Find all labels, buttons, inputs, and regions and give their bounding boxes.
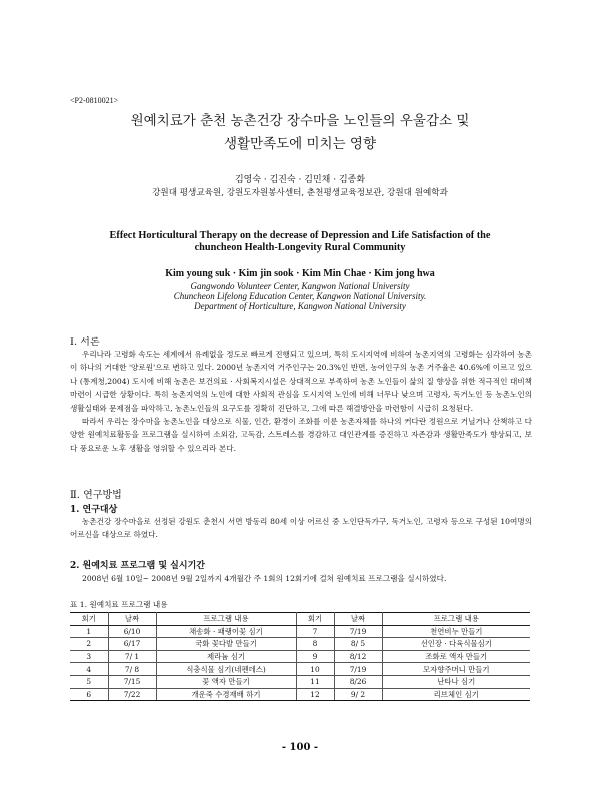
abstract-code: <P2-0810021> <box>70 96 119 105</box>
program-paragraph: 2008년 6월 10일~ 2008년 9월 2일까지 4개월간 주 1회의 12회기에 걸쳐 원예치료 프로그램을 실시하였다. <box>82 574 447 583</box>
table-row <box>70 625 530 638</box>
table-cell: 선인장 · 다육식물심기 <box>382 638 530 651</box>
table-cell: 9/ 2 <box>334 688 382 701</box>
section-heading-methods: Ⅱ. 연구방법 <box>70 490 122 501</box>
table-cell: 7/19 <box>334 663 382 676</box>
table-cell: 10 <box>296 663 334 676</box>
table-cell: 6/17 <box>108 638 156 651</box>
table-cell: 8/12 <box>334 650 382 663</box>
table-row <box>70 663 530 676</box>
table-cell: 제라늄 심기 <box>156 650 296 663</box>
table-caption: 표 1. 원예치료 프로그램 내용 <box>70 600 168 609</box>
header-session: 회기 <box>296 613 334 626</box>
subjects-paragraph: 농촌건강 장수마을로 선정된 강원도 춘천시 서면 방동리 80세 이상 어르신 중 노인단독가구, 독거노인, 고령자 등으로 구성된 10여명의 어르신을 대상으로 하였다. <box>70 517 532 540</box>
table-cell: 7/22 <box>108 688 156 701</box>
title-en <box>70 230 530 254</box>
affiliations-ko: 강원대 평생교육원, 강원도자원봉사센터, 춘천평생교육정보관, 강원대 원예학과 <box>152 188 448 198</box>
table-cell: 모자향주머니 만들기 <box>382 663 530 676</box>
authors-ko: 김영숙 · 김진숙 · 김민채 · 김종화 <box>234 175 366 185</box>
affiliation-en-3: Department of Horticulture, Kangwon National University <box>194 301 406 311</box>
table-cell: 8 <box>296 638 334 651</box>
section-heading-intro: Ⅰ. 서론 <box>70 337 100 348</box>
program-table <box>70 612 530 701</box>
table-row <box>70 638 530 651</box>
table-cell: 꽃 액자 만들기 <box>156 675 296 688</box>
table-cell: 7 <box>296 625 334 638</box>
table-cell: 난타나 심기 <box>382 675 530 688</box>
subsection-heading-subjects: 1. 연구대상 <box>70 505 118 515</box>
header-program: 프로그램 내용 <box>382 613 530 626</box>
header-program: 프로그램 내용 <box>156 613 296 626</box>
table-cell: 리브체인 심기 <box>382 688 530 701</box>
title-ko-line-1: 원예치료가 춘천 농촌건강 장수마을 노인들의 우울감소 및 <box>130 113 470 129</box>
affiliation-en-1: Gangwondo Volunteer Center, Kangwon National University <box>190 281 410 291</box>
table-cell: 천연비누 만들기 <box>382 625 530 638</box>
table-cell: 7/ 8 <box>108 663 156 676</box>
table-cell: 9 <box>296 650 334 663</box>
intro-paragraph-1: 우리나라 고령화 속도는 세계에서 유례없을 정도로 빠르게 진행되고 있으며, 특히 도시지역에 비하여 농촌지역의 고령화는 심각하여 농촌이 하나의 거대한 '양로원'으로 변하고 있다. 2000년 농촌지역 거주인구는 20.3%인 반면, 농어인구의 농촌 거주율은 40.6%에 이르고 있으나 (통계청,2004) 도시에 비해 농촌은 보건의료 · 사회복지시설은 상대적으로 부족하여 농촌 노인들이 삶의 질 향상을 위한 적극적인 대비책 마련이 시급한 상황이다. 특히 농촌지역의 노인에 대한 사회적 관심을 도시지역 노인에 비해 너무나 낮으며 고령자, 독거노인 등 농촌노인의 생활실태와 문제점을 파악하고, 농촌노인들의 요구도를 정확히 진단하고, 그에 따른 해결방안을 마련함이 시급히 요청된다. <box>70 350 532 413</box>
table-row <box>70 650 530 663</box>
header-date: 날짜 <box>334 613 382 626</box>
table-row <box>70 675 530 688</box>
title-ko-line-2: 생활만족도에 미치는 영향 <box>223 136 377 152</box>
program-text <box>70 572 532 585</box>
subjects-text <box>70 515 532 542</box>
header-date: 날짜 <box>108 613 156 626</box>
table-cell: 2 <box>70 638 108 651</box>
table-cell: 7/15 <box>108 675 156 688</box>
table-cell: 8/26 <box>334 675 382 688</box>
table-cell: 8/ 5 <box>334 638 382 651</box>
table-cell: 3 <box>70 650 108 663</box>
table-header-row <box>70 613 530 626</box>
affiliations-en <box>0 281 600 311</box>
title-en-line-1: Effect Horticultural Therapy on the decrease of Depression and Life Satisfaction of the <box>109 230 491 241</box>
table-cell: 7/19 <box>334 625 382 638</box>
table-row <box>70 688 530 701</box>
table-cell: 식충식물 심기(네펜데스) <box>156 663 296 676</box>
page-number: - 100 - <box>281 742 319 753</box>
table-cell: 6 <box>70 688 108 701</box>
intro-paragraph-2: 따라서 우리는 장수마을 농촌노인을 대상으로 식물, 인간, 환경이 조화를 이룬 농촌자체를 하나의 커다란 정원으로 거닐거나 산책하고 다양한 원예치료활동을 프로그램을 실시하여 소외감, 고독감, 스트레스를 경감하고 대인관계를 증진하고 자존감과 생활만족도가 향상되고, 보다 풍요로운 노후 생활을 영위할 수 있으리라 본다. <box>70 417 532 453</box>
table-cell: 6/10 <box>108 625 156 638</box>
table-cell: 11 <box>296 675 334 688</box>
table-cell: 조화로 액자 만들기 <box>382 650 530 663</box>
header-session: 회기 <box>70 613 108 626</box>
affiliation-en-2: Chuncheon Lifelong Education Center, Kangwon National University. <box>173 291 427 301</box>
authors-en: Kim young suk · Kim jin sook · Kim Min Chae · Kim jong hwa <box>165 268 435 279</box>
table-cell: 4 <box>70 663 108 676</box>
intro-text <box>70 348 532 455</box>
table-cell: 5 <box>70 675 108 688</box>
table-cell: 7/ 1 <box>108 650 156 663</box>
subsection-heading-program: 2. 원예치료 프로그램 및 실시기간 <box>70 561 205 571</box>
table-cell: 국화 꽃다발 만들기 <box>156 638 296 651</box>
table-cell: 채송화 · 패랭이꽃 심기 <box>156 625 296 638</box>
table-cell: 12 <box>296 688 334 701</box>
table-cell: 개운죽 수경재배 하기 <box>156 688 296 701</box>
title-en-line-2: chuncheon Health-Longevity Rural Community <box>194 242 406 253</box>
table-cell: 1 <box>70 625 108 638</box>
